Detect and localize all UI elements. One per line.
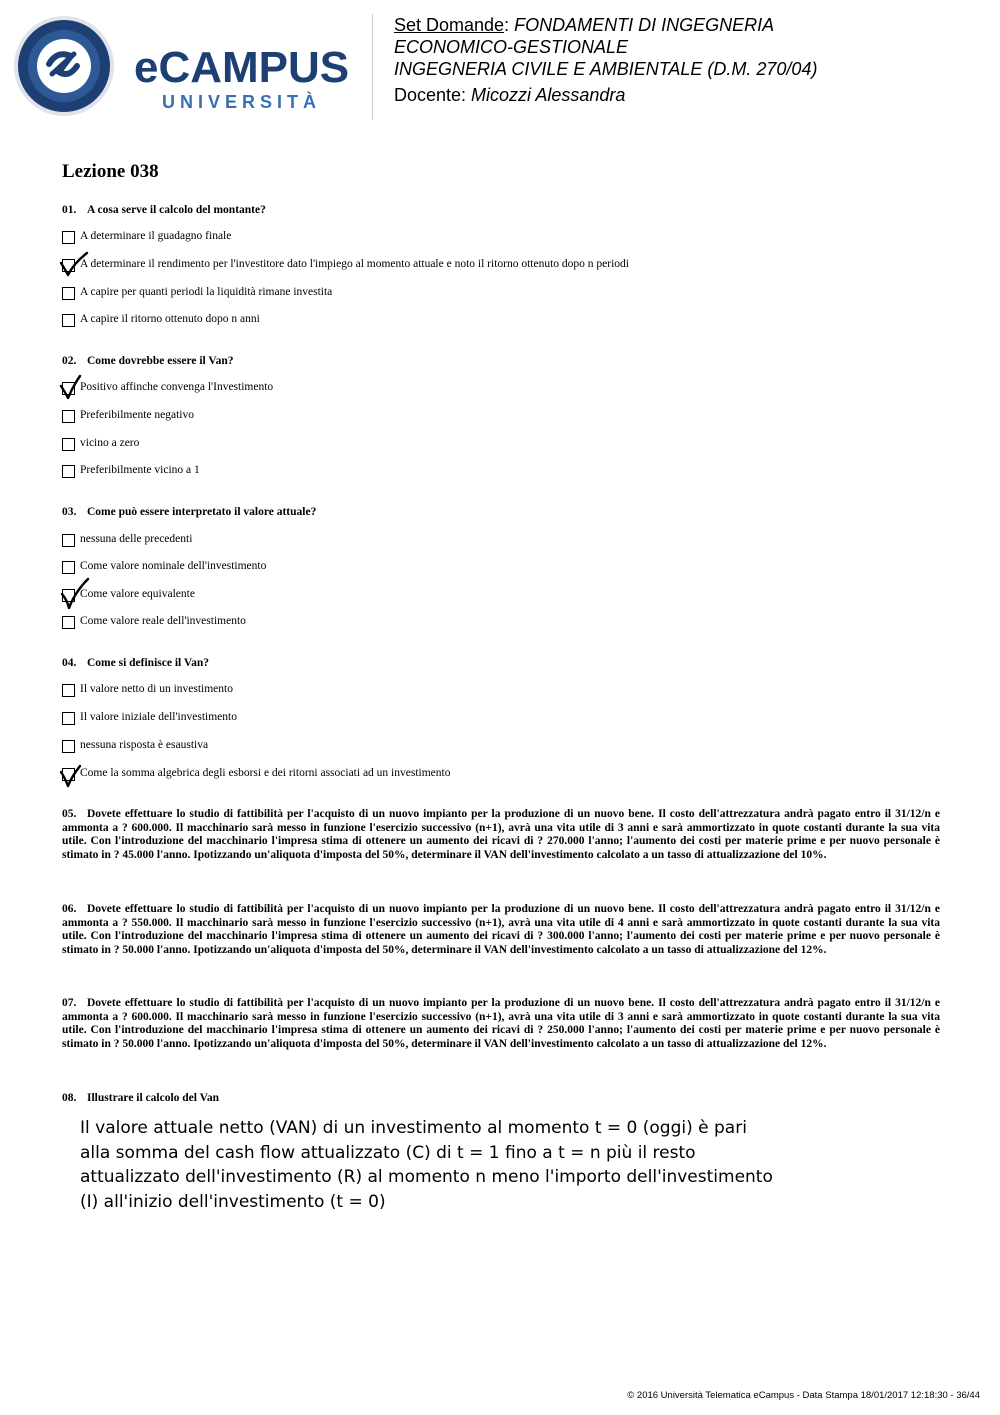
option-label: Come valore equivalente	[80, 588, 195, 600]
option-label: Come valore nominale dell'investimento	[80, 560, 267, 572]
question-number: 03.	[62, 506, 77, 518]
checkbox[interactable]	[62, 287, 75, 300]
checkbox[interactable]	[62, 561, 75, 574]
option-label: A determinare il rendimento per l'investitore dato l'impiego al momento attuale e noto il ritorno ottenuto dopo n periodi	[80, 258, 629, 270]
question-title	[62, 657, 209, 669]
checkbox[interactable]	[62, 684, 75, 697]
question-text: Come dovrebbe essere il Van?	[87, 355, 234, 367]
open-answer-text: Il valore attuale netto (VAN) di un investimento al momento t = 0 (oggi) è pari alla somma del cash flow attualizzato (C) di t = 1 fino a t = n più il resto attualizzato dell'investimento (R) al momento n meno l'importo dell'investimento (I) all'inizio dell'investimento (t = 0)	[80, 1118, 773, 1212]
checkbox[interactable]	[62, 314, 75, 327]
question-title	[62, 1092, 219, 1104]
checkbox[interactable]	[62, 712, 75, 725]
question-long	[62, 903, 940, 957]
question-number: 06.	[62, 903, 77, 915]
course-line1: FONDAMENTI DI INGEGNERIA	[514, 15, 775, 35]
checkbox[interactable]	[62, 410, 75, 423]
option-label: Come valore reale dell'investimento	[80, 615, 246, 627]
option-label: Il valore netto di un investimento	[80, 683, 233, 695]
lesson-title: Lezione 038	[62, 161, 159, 182]
option-label: Preferibilmente vicino a 1	[80, 464, 200, 476]
brand-sub: UNIVERSITÀ	[162, 92, 322, 112]
checkbox[interactable]	[62, 438, 75, 451]
question-title	[62, 355, 234, 367]
question-long	[62, 808, 940, 862]
degree-line: INGEGNERIA CIVILE E AMBIENTALE (D.M. 270/04)	[394, 59, 818, 79]
checkbox[interactable]	[62, 465, 75, 478]
checkbox[interactable]	[62, 616, 75, 629]
brand-name: eCAMPUS	[134, 43, 350, 92]
question-text: Come può essere interpretato il valore attuale?	[87, 506, 317, 518]
question-number: 02.	[62, 355, 77, 367]
set-domande-label: Set Domande	[394, 15, 505, 35]
header-info	[394, 14, 817, 106]
question-title	[62, 506, 316, 518]
question-text: Come si definisce il Van?	[87, 657, 210, 669]
checkbox[interactable]	[62, 231, 75, 244]
question-number: 04.	[62, 657, 77, 669]
question-long	[62, 997, 940, 1051]
question-text: Dovete effettuare lo studio di fattibilità per l'acquisto di un nuovo impianto per la produzione di un nuovo bene. Il costo dell'attrezzatura andrà pagato entro il 31/12/n e ammonta a ? 600.000. Il macchinario sarà messo in funzione l'esercizio successivo (n+1), avrà una vita utile di 3 anni e sarà ammortizzato in quote costanti durante la sua vita utile. Con l'introduzione del macchinario l'impresa stima di ottenere un aumento dei ricavi di ? 270.000 l'anno; l'aumento dei costi per materie prime e per nuovo personale è stimato in ? 45.000 l'anno. Ipotizzando un'aliquota d'imposta del 50%, determinare il VAN dell'investimento calcolato a un tasso di attualizzazione del 10%.	[62, 808, 940, 861]
question-number: 07.	[62, 997, 77, 1009]
question-text: Dovete effettuare lo studio di fattibilità per l'acquisto di un nuovo impianto per la produzione di un nuovo bene. Il costo dell'attrezzatura andrà pagato entro il 31/12/n e ammonta a ? 550.000. Il macchinario sarà messo in funzione l'esercizio successivo (n+1), avrà una vita utile di 4 anni e sarà ammortizzato in quote costanti durante la sua vita utile. Con l'introduzione del macchinario l'impresa stima di ottenere un aumento dei ricavi di ? 300.000 l'anno; l'aumento dei costi per materie prime e per nuovo personale è stimato in ? 50.000 l'anno. Ipotizzando un'aliquota d'imposta del 50%, determinare il VAN dell'investimento calcolato a un tasso di attualizzazione del 12%.	[62, 903, 940, 956]
option-label: A determinare il guadagno finale	[80, 230, 232, 242]
ecampus-logo-icon	[14, 16, 114, 116]
option-label: nessuna risposta è esaustiva	[80, 739, 209, 751]
option-label: A capire il ritorno ottenuto dopo n anni	[80, 313, 260, 325]
header-separator: :	[504, 15, 515, 35]
option-label: Il valore iniziale dell'investimento	[80, 711, 237, 723]
ecampus-logo	[14, 14, 359, 119]
docente-label: Docente:	[394, 85, 472, 105]
docente-name: Micozzi Alessandra	[471, 85, 626, 105]
option-label: nessuna delle precedenti	[80, 533, 193, 545]
question-number: 08.	[62, 1092, 77, 1104]
option-label: A capire per quanti periodi la liquidità rimane investita	[80, 286, 333, 298]
question-number: 01.	[62, 204, 77, 216]
checkbox[interactable]	[62, 534, 75, 547]
option-label: Positivo affinche convenga l'Investimento	[80, 381, 274, 393]
question-text: Dovete effettuare lo studio di fattibilità per l'acquisto di un nuovo impianto per la produzione di un nuovo bene. Il costo dell'attrezzatura andrà pagato entro il 31/12/n e ammonta a ? 600.000. Il macchinario sarà messo in funzione l'esercizio successivo (n+1), avrà una vita utile di 3 anni e sarà ammortizzato in quote costanti durante la sua vita utile. Con l'introduzione del macchinario l'impresa stima di ottenere un aumento dei ricavi di ? 250.000 l'anno; l'aumento dei costi per materie prime e per nuovo personale è stimato in ? 50.000 l'anno. Ipotizzando un'aliquota d'imposta del 50%, determinare il VAN dell'investimento calcolato a un tasso di attualizzazione del 12%.	[62, 997, 940, 1050]
option-label: vicino a zero	[80, 437, 140, 449]
course-line2: ECONOMICO-GESTIONALE	[394, 37, 629, 57]
question-text: Illustrare il calcolo del Van	[87, 1092, 220, 1104]
option-label: Preferibilmente negativo	[80, 409, 195, 421]
question-title	[62, 204, 266, 216]
checkbox[interactable]	[62, 740, 75, 753]
header-divider	[372, 14, 373, 120]
question-text: A cosa serve il calcolo del montante?	[87, 204, 266, 216]
option-label: Come la somma algebrica degli esborsi e dei ritorni associati ad un investimento	[80, 767, 451, 779]
question-number: 05.	[62, 808, 77, 820]
page-footer: © 2016 Università Telematica eCampus - Data Stampa 18/01/2017 12:18:30 - 36/44	[627, 1390, 980, 1401]
